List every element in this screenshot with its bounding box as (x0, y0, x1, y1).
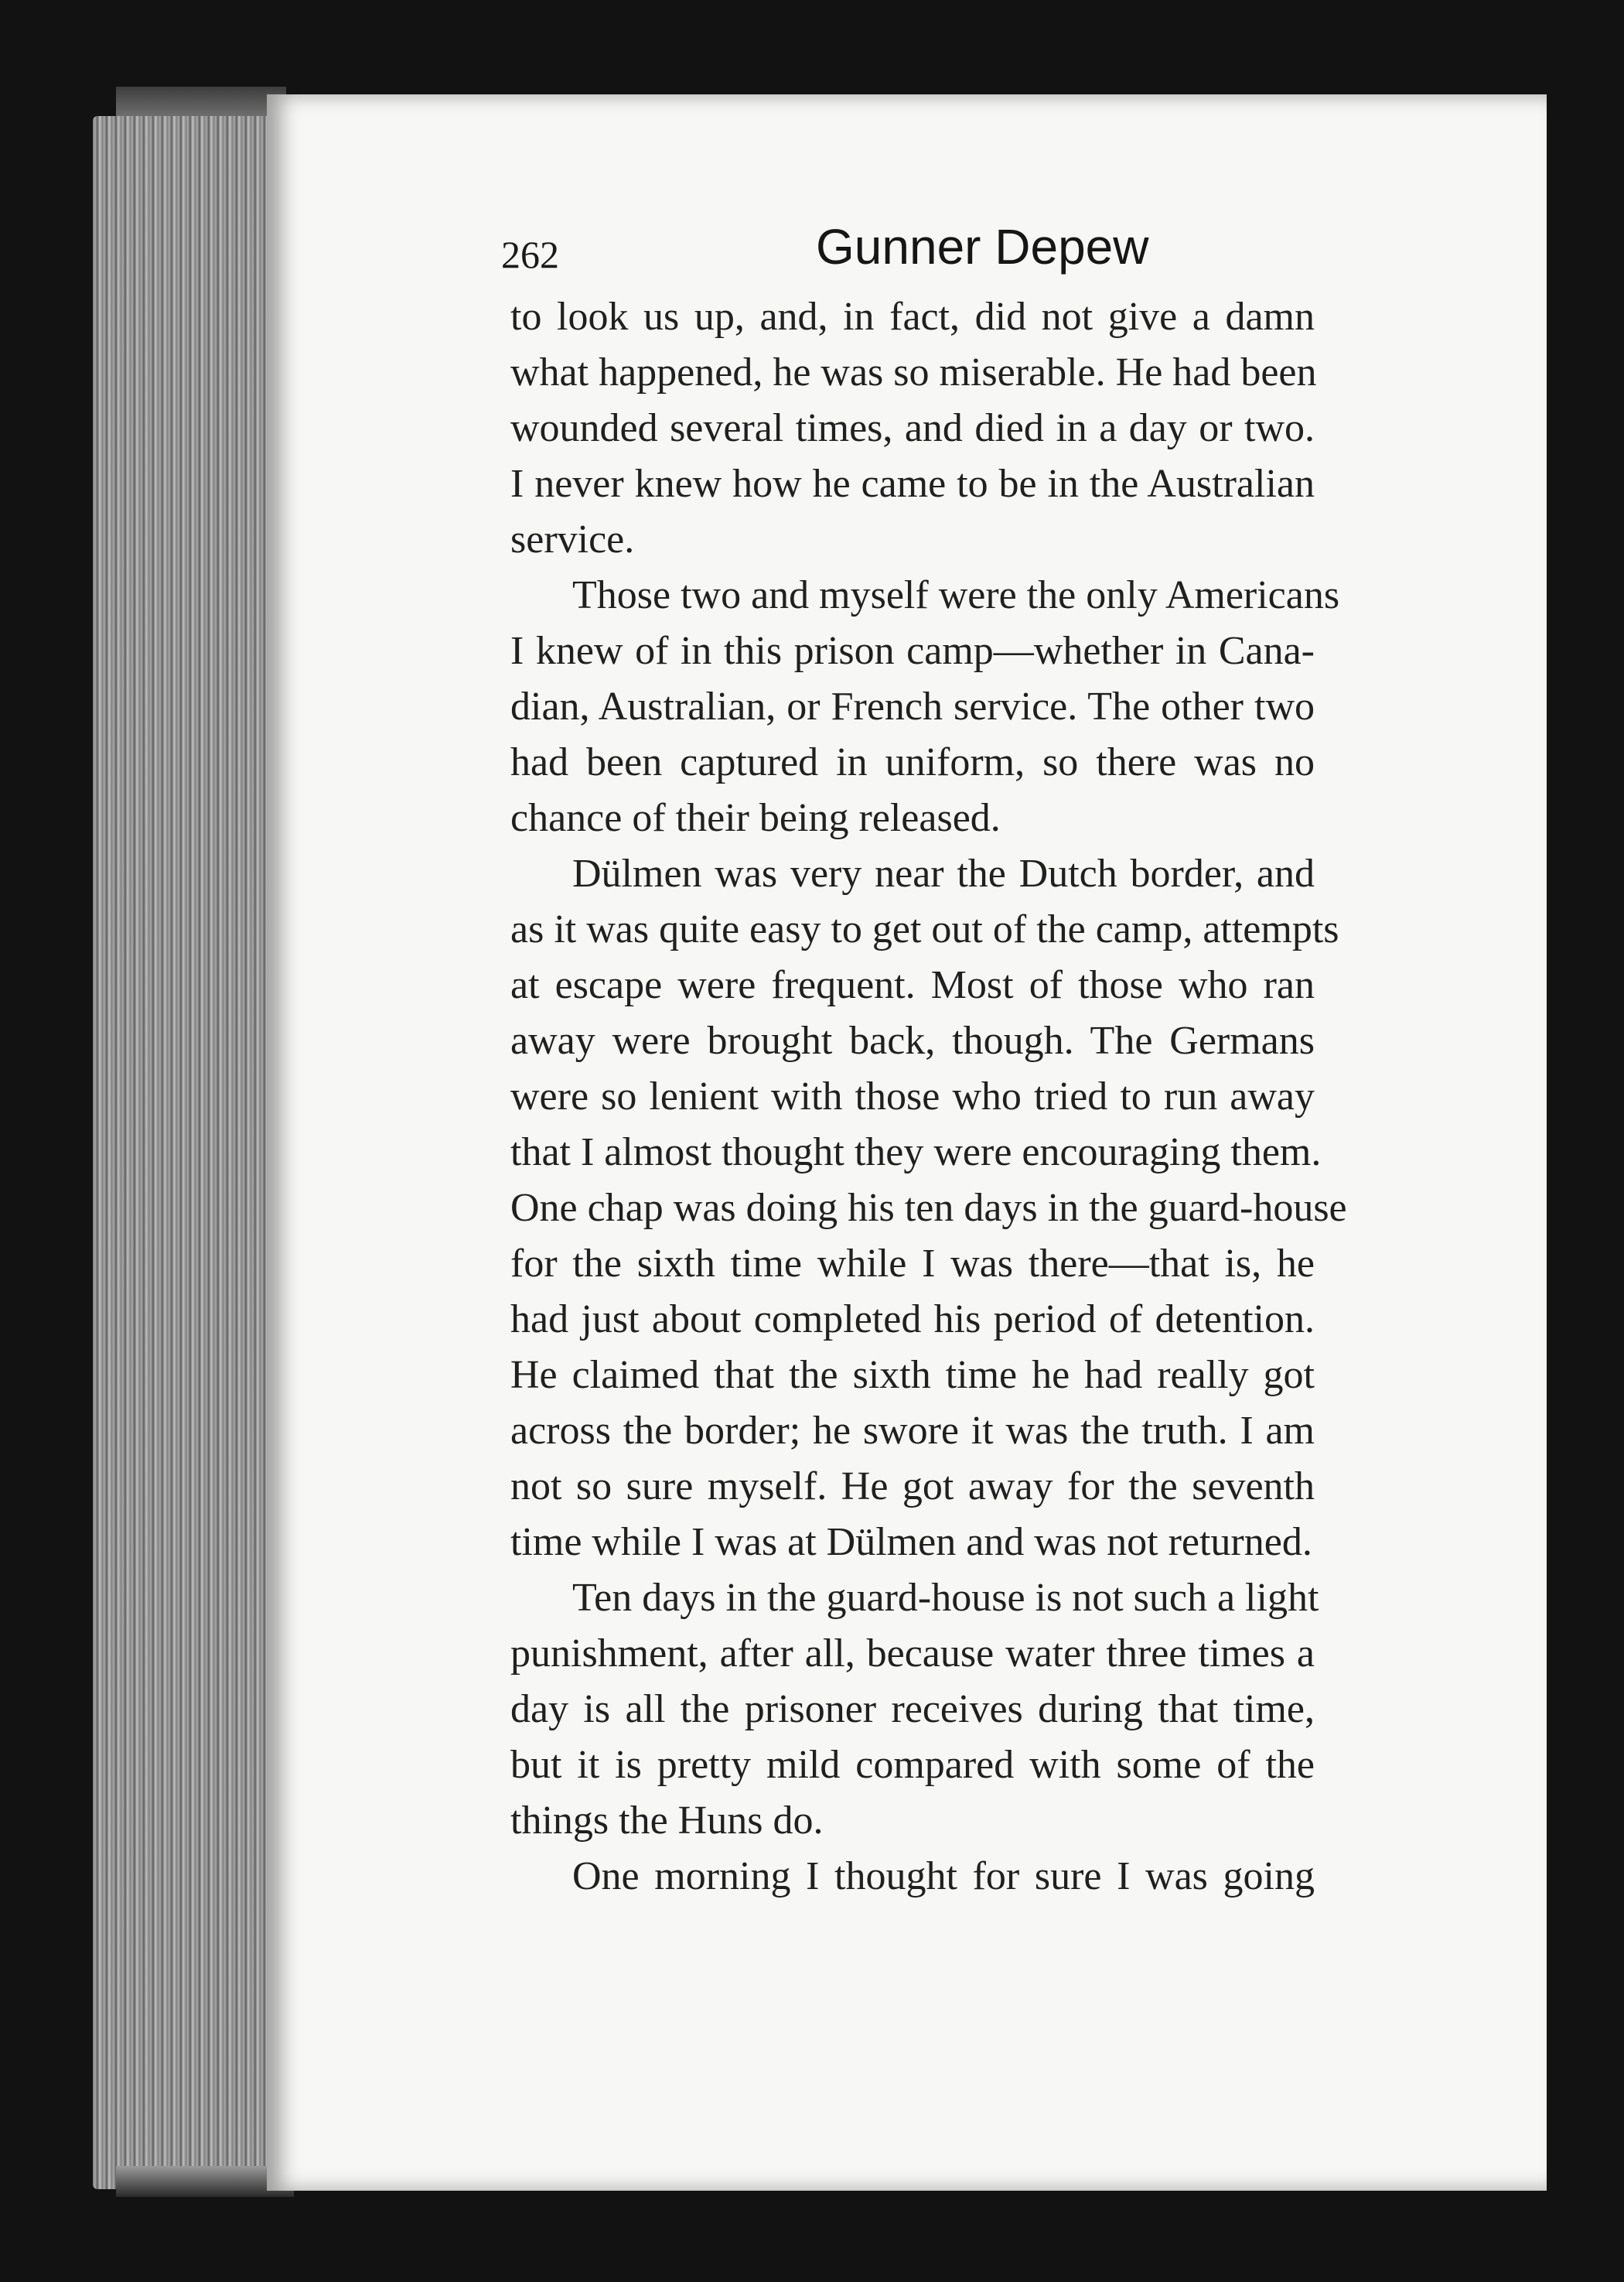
text-line: had been captured in uniform, so there was no (510, 740, 1315, 784)
text-line: dian, Australian, or French service. The other two (510, 685, 1315, 729)
page-number: 262 (501, 233, 559, 276)
text-line: across the border; he swore it was the truth. I am (510, 1409, 1315, 1453)
text-line: One chap was doing his ten days in the guard-house (510, 1186, 1347, 1230)
book-page-edges (93, 116, 271, 2189)
text-line: away were brought back, though. The Germans (510, 1019, 1315, 1063)
text-line: things the Huns do. (510, 1799, 824, 1843)
body-text (510, 289, 1347, 1905)
text-line: not so sure myself. He got away for the seventh (510, 1464, 1315, 1508)
text-line: had just about completed his period of detention. (510, 1297, 1315, 1341)
text-line: time while I was at Dülmen and was not returned. (510, 1520, 1312, 1564)
text-line: as it was quite easy to get out of the camp, attempts (510, 907, 1339, 951)
text-line: but it is pretty mild compared with some of the (510, 1743, 1315, 1787)
text-line: that I almost thought they were encouraging them. (510, 1130, 1322, 1174)
text-line: to look us up, and, in fact, did not give a damn (510, 295, 1315, 339)
running-title: Gunner Depew (816, 219, 1149, 275)
text-line: were so lenient with those who tried to run away (510, 1074, 1315, 1119)
text-line: what happened, he was so miserable. He had been (510, 350, 1317, 395)
text-line: for the sixth time while I was there—that is, he (510, 1242, 1315, 1286)
text-line: I never knew how he came to be in the Australian (510, 462, 1315, 506)
text-line: Those two and myself were the only Americans (572, 573, 1340, 617)
text-line: punishment, after all, because water three times a (510, 1631, 1315, 1676)
text-line: Ten days in the guard-house is not such a light (572, 1576, 1319, 1620)
text-line: at escape were frequent. Most of those who ran (510, 963, 1315, 1007)
text-line: chance of their being released. (510, 796, 1001, 840)
text-line: wounded several times, and died in a day or two. (510, 406, 1315, 450)
text-line: Dülmen was very near the Dutch border, and (572, 852, 1315, 896)
text-line: I knew of in this prison camp—whether in Cana- (510, 629, 1315, 673)
text-line: day is all the prisoner receives during that time, (510, 1687, 1315, 1731)
text-line: service. (510, 518, 635, 562)
text-line: He claimed that the sixth time he had really got (510, 1353, 1315, 1397)
book-page (267, 94, 1547, 2191)
text-line: One morning I thought for sure I was going (572, 1854, 1315, 1898)
